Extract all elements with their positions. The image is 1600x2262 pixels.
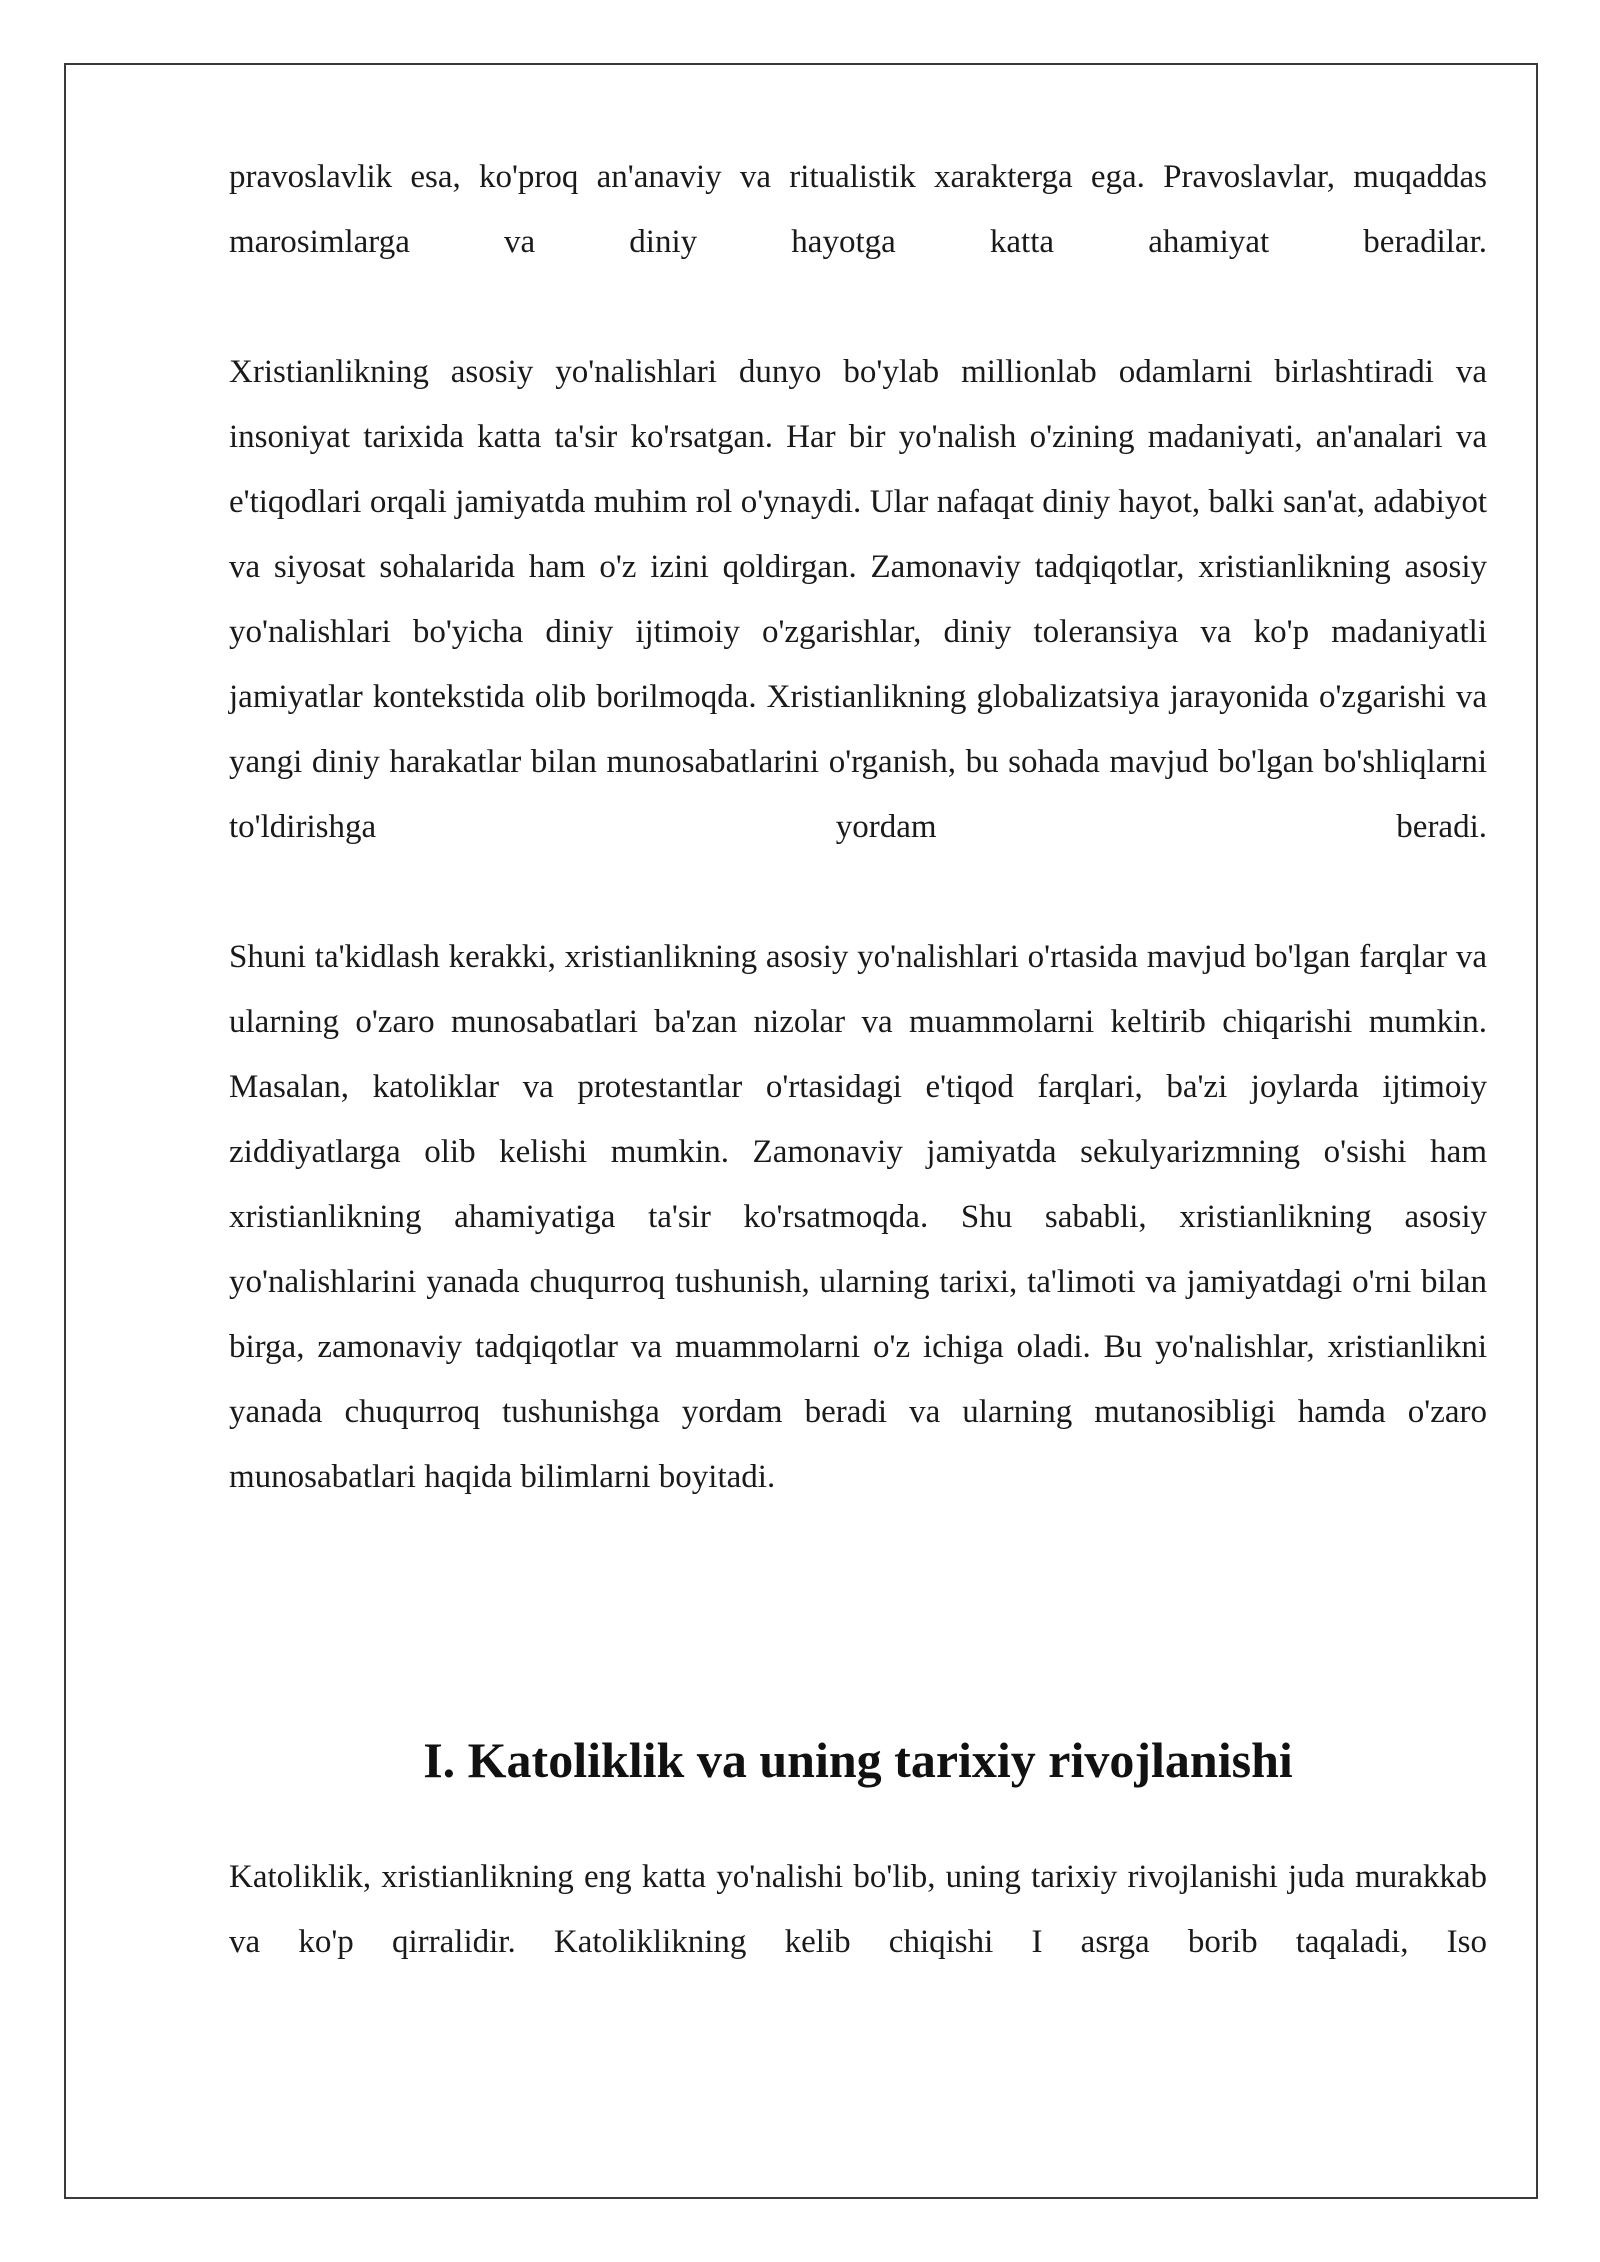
paragraph-spacer xyxy=(229,860,1487,925)
paragraph-orthodoxy: pravoslavlik esa, ko'proq an'anaviy va ritualistik xarakterga ega. Pravoslavlar, muqaddas marosimlarga va diniy hayotga katta ahamiyat beradilar. xyxy=(229,159,1487,260)
section-spacer xyxy=(229,1510,1487,1705)
paragraph-spacer xyxy=(229,275,1487,340)
document-body xyxy=(229,145,1487,1975)
paragraph-main-branches: Xristianlikning asosiy yo'nalishlari dunyo bo'ylab millionlab odamlarni birlashtiradi va insoniyat tarixida katta ta'sir ko'rsatgan. Har bir yo'nalish o'zining madaniyati, an'analari va e'tiqodlari orqali jamiyatda muhim rol o'ynaydi. Ular nafaqat diniy hayot, balki san'at, adabiyot va siyosat sohalarida ham o'z izini qoldirgan. Zamonaviy tadqiqotlar, xristianlikning asosiy yo'nalishlari bo'yicha diniy ijtimoiy o'zgarishlar, diniy toleransiya va ko'p madaniyatli jamiyatlar kontekstida olib borilmoqda. Xristianlikning globalizatsiya jarayonida o'zgarishi va yangi diniy harakatlar bilan munosabatlarini o'rganish, bu sohada mavjud bo'lgan bo'shliqlarni to'ldirishga yordam beradi. xyxy=(229,354,1487,845)
paragraph-differences: Shuni ta'kidlash kerakki, xristianlikning asosiy yo'nalishlari o'rtasida mavjud bo'lgan farqlar va ularning o'zaro munosabatlari ba'zan nizolar va muammolarni keltirib chiqarishi mumkin. Masalan, katoliklar va protestantlar o'rtasidagi e'tiqod farqlari, ba'zi joylarda ijtimoiy ziddiyatlarga olib kelishi mumkin. Zamonaviy jamiyatda sekulyarizmning o'sishi ham xristianlikning ahamiyatiga ta'sir ko'rsatmoqda. Shu sababli, xristianlikning asosiy yo'nalishlarini yanada chuqurroq tushunish, ularning tarixi, ta'limoti va jamiyatdagi o'rni bilan birga, zamonaviy tadqiqotlar va muammolarni o'z ichiga oladi. Bu yo'nalishlar, xristianlikni yanada chuqurroq tushunishga yordam beradi va ularning mutanosibligi hamda o'zaro munosabatlari haqida bilimlarni boyitadi. xyxy=(229,939,1487,1495)
heading-spacer xyxy=(229,1815,1487,1845)
paragraph-catholicism-intro: Katoliklik, xristianlikning eng katta yo'nalishi bo'lib, uning tarixiy rivojlanishi juda murakkab va ko'p qirralidir. Katoliklikning kelib chiqishi I asrga borib taqaladi, Iso xyxy=(229,1859,1487,1960)
section-heading: I. Katoliklik va uning tarixiy rivojlanishi xyxy=(423,1732,1293,1788)
